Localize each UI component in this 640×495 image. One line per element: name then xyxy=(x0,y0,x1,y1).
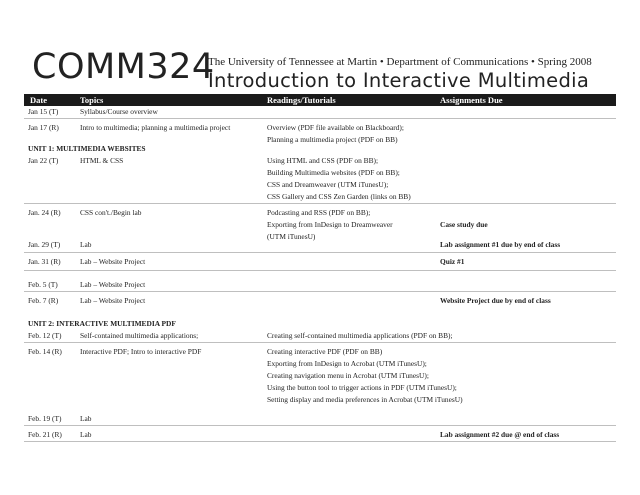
schedule-row xyxy=(24,295,616,307)
row-topic: HTML & CSS xyxy=(80,156,124,165)
row-reading: Exporting from InDesign to Acrobat (UTM iTunesU); xyxy=(267,359,427,368)
schedule-row xyxy=(24,155,616,204)
schedule-row xyxy=(24,346,616,406)
schedule-row xyxy=(24,279,616,292)
schedule-row xyxy=(24,330,616,343)
row-topic: Intro to multimedia; planning a multimedia project xyxy=(80,123,231,132)
schedule-row xyxy=(24,239,616,253)
header-block xyxy=(208,56,592,92)
column-header-readings: Readings/Tutorials xyxy=(267,95,336,105)
row-reading: Using the button tool to trigger actions in PDF (UTM iTunesU); xyxy=(267,383,457,392)
unit-heading xyxy=(24,143,616,155)
course-code: COMM324 xyxy=(32,47,215,87)
row-reading: (UTM iTunesU) xyxy=(267,232,316,241)
row-date: Feb. 5 (T) xyxy=(28,280,58,289)
row-date: Jan 15 (T) xyxy=(28,107,59,116)
row-topic: Self-contained multimedia applications; xyxy=(80,331,199,340)
row-topic: Lab xyxy=(80,240,92,249)
page-title: Introduction to Interactive Multimedia xyxy=(208,69,590,92)
row-reading: Exporting from InDesign to Dreamweaver xyxy=(267,220,393,229)
row-reading: Planning a multimedia project (PDF on BB) xyxy=(267,135,398,144)
row-date: Jan. 24 (R) xyxy=(28,208,61,217)
row-date: Jan. 29 (T) xyxy=(28,240,61,249)
row-topic: Syllabus/Course overview xyxy=(80,107,158,116)
row-reading: Creating interactive PDF (PDF on BB) xyxy=(267,347,383,356)
row-date: Jan 22 (T) xyxy=(28,156,59,165)
row-topic: Lab – Website Project xyxy=(80,280,146,289)
schedule-row xyxy=(24,429,616,442)
row-reading: Using HTML and CSS (PDF on BB); xyxy=(267,156,379,165)
row-topic: Lab – Website Project xyxy=(80,257,146,266)
row-date: Jan. 31 (R) xyxy=(28,257,61,266)
row-assignment: Lab assignment #2 due @ end of class xyxy=(440,430,560,439)
schedule-row xyxy=(24,256,616,271)
row-topic: Lab xyxy=(80,414,92,423)
row-assignment: Quiz #1 xyxy=(440,257,465,266)
row-reading: Building Multimedia websites (PDF on BB); xyxy=(267,168,400,177)
column-header-assignments: Assignments Due xyxy=(440,95,503,105)
row-reading: Setting display and media preferences in Acrobat (UTM iTunesU) xyxy=(267,395,463,404)
row-topic: Interactive PDF; Intro to interactive PDF xyxy=(80,347,202,356)
unit-heading xyxy=(24,318,616,330)
row-assignment: Lab assignment #1 due by end of class xyxy=(440,240,561,249)
subtitle: The University of Tennessee at Martin • Department of Communications • Spring 2008 xyxy=(208,56,592,68)
row-reading: Overview (PDF file available on Blackboard); xyxy=(267,123,404,132)
column-header-topics: Topics xyxy=(80,95,104,105)
row-reading: Creating navigation menu in Acrobat (UTM iTunesU); xyxy=(267,371,429,380)
row-topic: Lab – Website Project xyxy=(80,296,146,305)
row-reading: Podcasting and RSS (PDF on BB); xyxy=(267,208,371,217)
row-date: Feb. 19 (T) xyxy=(28,414,62,423)
row-topic: CSS con't./Begin lab xyxy=(80,208,142,217)
schedule-row xyxy=(24,207,616,243)
row-reading: CSS Gallery and CSS Zen Garden (links on BB) xyxy=(267,192,411,201)
row-date: Jan 17 (R) xyxy=(28,123,59,132)
row-date: Feb. 12 (T) xyxy=(28,331,62,340)
schedule-row xyxy=(24,413,616,426)
row-date: Feb. 14 (R) xyxy=(28,347,62,356)
row-topic: Lab xyxy=(80,430,92,439)
unit-title: UNIT 2: INTERACTIVE MULTIMEDIA PDF xyxy=(28,319,176,328)
row-date: Feb. 21 (R) xyxy=(28,430,62,439)
row-date: Feb. 7 (R) xyxy=(28,296,59,305)
schedule-row xyxy=(24,106,616,119)
row-reading: CSS and Dreamweaver (UTM iTunesU); xyxy=(267,180,389,189)
row-assignment: Website Project due by end of class xyxy=(440,296,551,305)
row-assignment: Case study due xyxy=(440,220,488,229)
column-header-date: Date xyxy=(30,95,47,105)
column-header-bar xyxy=(24,94,616,106)
unit-title: UNIT 1: MULTIMEDIA WEBSITES xyxy=(28,144,146,153)
row-reading: Creating self-contained multimedia applications (PDF on BB); xyxy=(267,331,453,340)
